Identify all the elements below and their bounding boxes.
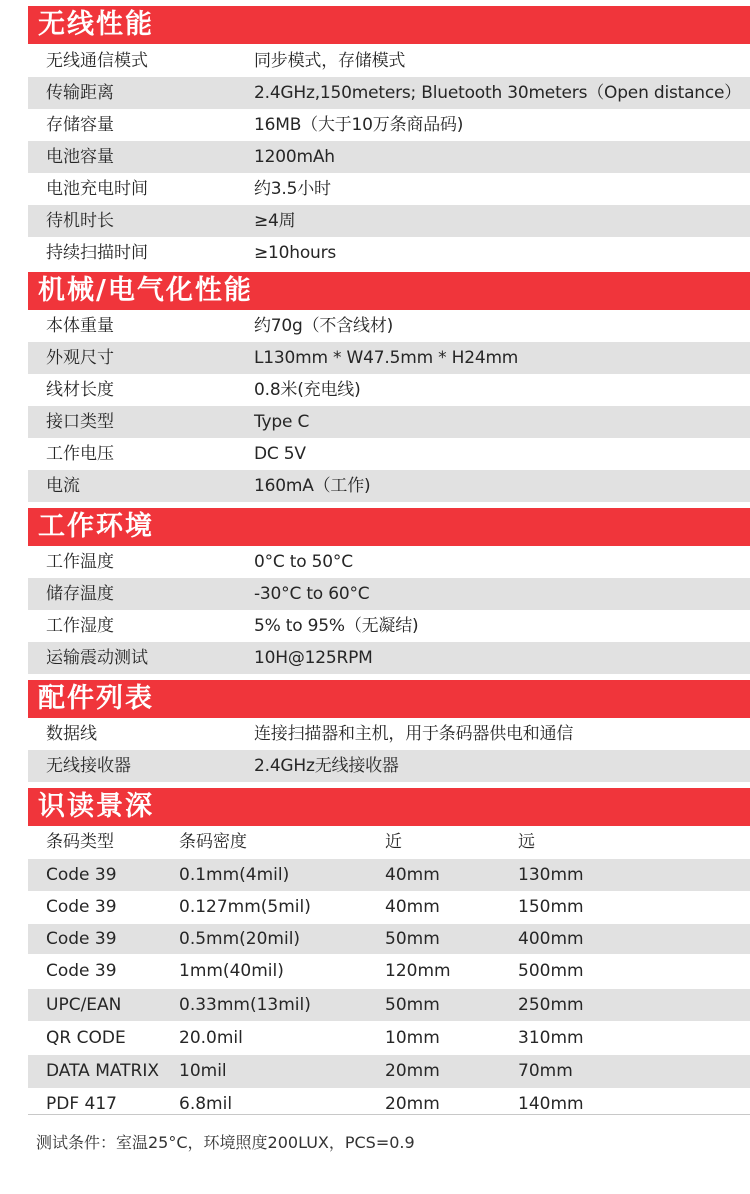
table-cell: 10mil xyxy=(179,1061,227,1081)
spec-row xyxy=(28,374,750,406)
spec-label: 传输距离 xyxy=(46,83,114,103)
spec-row xyxy=(28,578,750,610)
spec-value: 0°C to 50°C xyxy=(254,552,353,572)
divider xyxy=(28,1114,750,1115)
spec-label: 储存温度 xyxy=(46,584,114,604)
table-row xyxy=(28,1055,750,1088)
table-cell: 130mm xyxy=(518,865,584,885)
spec-value: 2.4GHz,150meters; Bluetooth 30meters（Open distance） xyxy=(254,83,742,103)
spec-row xyxy=(28,642,750,674)
spec-value: DC 5V xyxy=(254,444,306,464)
spec-row xyxy=(28,77,750,109)
spec-value: 10H@125RPM xyxy=(254,648,373,668)
spec-row xyxy=(28,237,750,269)
spec-row xyxy=(28,342,750,374)
spec-label: 数据线 xyxy=(46,724,97,744)
table-row xyxy=(28,989,750,1021)
spec-row xyxy=(28,45,750,77)
spec-label: 工作湿度 xyxy=(46,616,114,636)
column-header: 远 xyxy=(518,832,535,852)
spec-value: 同步模式，存储模式 xyxy=(254,51,406,71)
accessories-list xyxy=(28,718,750,782)
table-cell: Code 39 xyxy=(46,865,117,885)
spec-value: 约70g（不含线材) xyxy=(254,316,394,336)
table-row xyxy=(28,859,750,891)
column-header: 条码密度 xyxy=(179,832,247,852)
table-cell: 0.127mm(5mil) xyxy=(179,897,311,917)
table-cell: 250mm xyxy=(518,995,584,1015)
depth-table xyxy=(28,826,750,1120)
table-row xyxy=(28,1088,750,1120)
table-row xyxy=(28,891,750,924)
mechanical-spec-list xyxy=(28,310,750,502)
table-cell: 1mm(40mil) xyxy=(179,961,284,981)
spec-value: ≥10hours xyxy=(254,243,337,263)
spec-row xyxy=(28,470,750,502)
column-header: 条码类型 xyxy=(46,832,114,852)
table-cell: 20mm xyxy=(385,1061,440,1081)
table-header-row xyxy=(28,826,750,859)
spec-value: -30°C to 60°C xyxy=(254,584,370,604)
spec-label: 本体重量 xyxy=(46,316,114,336)
table-cell: 0.33mm(13mil) xyxy=(179,995,311,1015)
spec-row xyxy=(28,546,750,578)
section-title-environment: 工作环境 xyxy=(28,508,750,546)
table-cell: 0.5mm(20mil) xyxy=(179,929,301,949)
table-cell: Code 39 xyxy=(46,961,117,981)
table-row xyxy=(28,954,750,989)
table-row xyxy=(28,1021,750,1055)
spec-label: 待机时长 xyxy=(46,211,114,231)
spec-value: 2.4GHz无线接收器 xyxy=(254,756,399,776)
spec-label: 电流 xyxy=(46,476,80,496)
table-cell: 400mm xyxy=(518,929,584,949)
spec-row xyxy=(28,109,750,141)
table-cell: UPC/EAN xyxy=(46,995,122,1015)
environment-spec-list xyxy=(28,546,750,674)
table-cell: 20mm xyxy=(385,1094,440,1114)
spec-label: 运输震动测试 xyxy=(46,648,148,668)
spec-label: 电池充电时间 xyxy=(46,179,148,199)
spec-value: L130mm * W47.5mm * H24mm xyxy=(254,348,519,368)
table-cell: 40mm xyxy=(385,897,440,917)
spec-row xyxy=(28,406,750,438)
wireless-spec-list xyxy=(28,45,750,269)
table-cell: 10mm xyxy=(385,1028,440,1048)
spec-row xyxy=(28,718,750,750)
table-cell: QR CODE xyxy=(46,1028,126,1048)
spec-value: 1200mAh xyxy=(254,147,335,167)
spec-label: 电池容量 xyxy=(46,147,114,167)
table-cell: Code 39 xyxy=(46,897,117,917)
table-cell: 50mm xyxy=(385,995,440,1015)
spec-label: 无线通信模式 xyxy=(46,51,148,71)
section-title-depth: 识读景深 xyxy=(28,788,750,826)
spec-label: 存储容量 xyxy=(46,115,114,135)
table-cell: 50mm xyxy=(385,929,440,949)
table-cell: 70mm xyxy=(518,1061,573,1081)
spec-label: 线材长度 xyxy=(46,380,114,400)
section-title-mechanical: 机械/电气化性能 xyxy=(28,272,750,310)
column-header: 近 xyxy=(385,832,402,852)
table-cell: 0.1mm(4mil) xyxy=(179,865,290,885)
spec-row xyxy=(28,173,750,205)
table-cell: DATA MATRIX xyxy=(46,1061,160,1081)
table-cell: 500mm xyxy=(518,961,584,981)
spec-value: 0.8米(充电线) xyxy=(254,380,361,400)
spec-label: 持续扫描时间 xyxy=(46,243,148,263)
section-title-accessories: 配件列表 xyxy=(28,680,750,718)
spec-value: ≥4周 xyxy=(254,211,296,231)
table-cell: 150mm xyxy=(518,897,584,917)
table-cell: 6.8mil xyxy=(179,1094,233,1114)
spec-row xyxy=(28,205,750,237)
spec-value: 5% to 95%（无凝结) xyxy=(254,616,419,636)
test-conditions-note: 测试条件：室温25°C，环境照度200LUX，PCS=0.9 xyxy=(36,1133,415,1152)
spec-value: 160mA（工作) xyxy=(254,476,371,496)
spec-value: 16MB（大于10万条商品码) xyxy=(254,115,464,135)
spec-row xyxy=(28,310,750,342)
spec-row xyxy=(28,750,750,782)
table-cell: 120mm xyxy=(385,961,451,981)
spec-row xyxy=(28,438,750,470)
spec-label: 接口类型 xyxy=(46,412,114,432)
spec-value: 连接扫描器和主机，用于条码器供电和通信 xyxy=(254,724,574,744)
table-cell: 310mm xyxy=(518,1028,584,1048)
spec-row xyxy=(28,141,750,173)
section-title-wireless: 无线性能 xyxy=(28,6,750,44)
spec-label: 外观尺寸 xyxy=(46,348,114,368)
spec-row xyxy=(28,610,750,642)
table-cell: PDF 417 xyxy=(46,1094,117,1114)
table-cell: Code 39 xyxy=(46,929,117,949)
spec-label: 工作温度 xyxy=(46,552,114,572)
spec-label: 工作电压 xyxy=(46,444,114,464)
spec-value: Type C xyxy=(254,412,310,432)
table-cell: 20.0mil xyxy=(179,1028,243,1048)
spec-value: 约3.5小时 xyxy=(254,179,331,199)
table-cell: 140mm xyxy=(518,1094,584,1114)
table-row xyxy=(28,924,750,954)
table-cell: 40mm xyxy=(385,865,440,885)
spec-label: 无线接收器 xyxy=(46,756,131,776)
